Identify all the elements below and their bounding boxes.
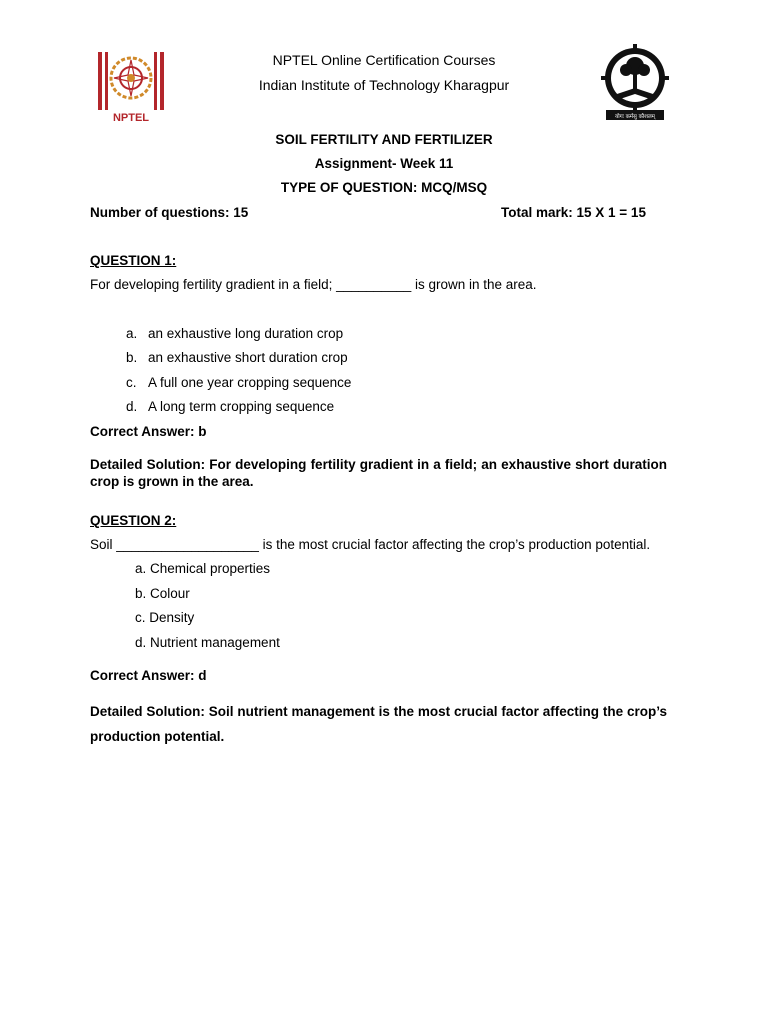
question-2-text: Soil ___________________ is the most crucial factor affecting the crop’s production potential.: [90, 537, 651, 552]
num-questions-value: : 15: [225, 205, 249, 220]
total-mark: Total mark: 15 X 1 = 15: [501, 205, 646, 220]
option-letter: c.: [126, 375, 137, 390]
question-2-option-c: c. Density: [135, 610, 195, 625]
question-1-option-c: [126, 375, 351, 390]
header-line-1: NPTEL Online Certification Courses: [272, 52, 496, 68]
option-text: an exhaustive short duration crop: [148, 350, 348, 365]
question-1-option-d: [126, 399, 334, 414]
option-text: A full one year cropping sequence: [148, 375, 352, 390]
num-questions-label: Number of questions: [90, 205, 226, 220]
question-1-solution: Detailed Solution: For developing fertility gradient in a field; an exhaustive short duration crop is grown in the area.: [90, 457, 667, 489]
question-type: TYPE OF QUESTION: MCQ/MSQ: [280, 180, 488, 195]
question-2-option-b: b. Colour: [135, 586, 190, 601]
question-2-option-a: a. Chemical properties: [135, 561, 271, 576]
header-line-2: Indian Institute of Technology Kharagpur: [258, 77, 510, 93]
option-letter: d.: [126, 399, 138, 414]
option-text: an exhaustive long duration crop: [148, 326, 344, 341]
question-1-option-b: [126, 350, 348, 365]
option-letter: a.: [126, 326, 138, 341]
question-1-text: For developing fertility gradient in a field; __________ is grown in the area.: [90, 277, 537, 292]
question-2-heading: QUESTION 2:: [90, 513, 177, 528]
question-2-solution: Detailed Solution: Soil nutrient management is the most crucial factor affecting the crop’s production potential.: [90, 704, 667, 744]
nptel-logo-text: NPTEL: [112, 112, 150, 124]
course-title: SOIL FERTILITY AND FERTILIZER: [275, 132, 493, 147]
number-of-questions: [90, 205, 248, 220]
question-1-option-a: [126, 326, 343, 341]
question-2-option-d: d. Nutrient management: [135, 635, 280, 650]
question-1-heading: QUESTION 1:: [90, 253, 177, 268]
question-2-correct-answer: Correct Answer: d: [90, 668, 207, 683]
option-text: A long term cropping sequence: [148, 399, 335, 414]
iit-logo-motto: योगः कर्मसु कौशलम्: [615, 114, 655, 120]
question-1-correct-answer: Correct Answer: b: [90, 424, 207, 439]
option-letter: b.: [126, 350, 138, 365]
assignment-title: Assignment- Week 11: [314, 156, 454, 171]
